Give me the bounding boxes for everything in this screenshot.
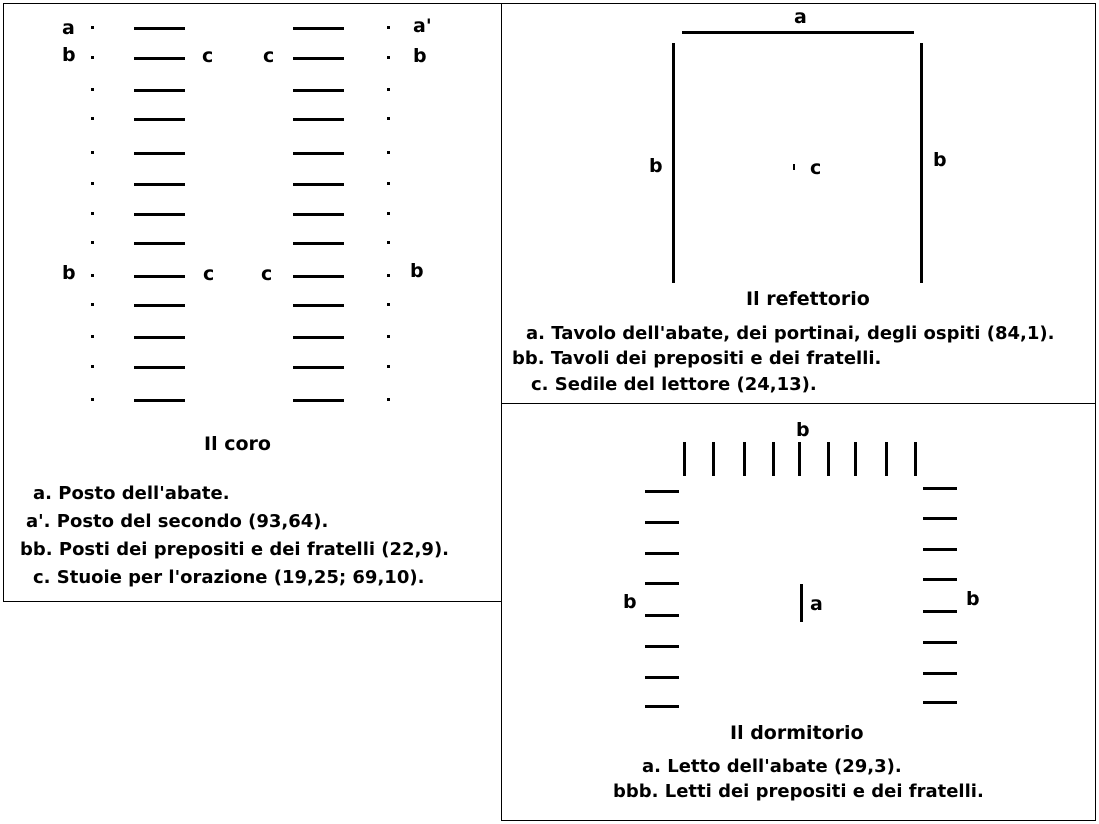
refettorio-label-a: a	[794, 6, 807, 28]
dorm-bed-left-4	[645, 614, 679, 617]
refettorio-label-c: c	[810, 157, 822, 179]
dorm-bed-right-3	[923, 578, 957, 581]
refettorio-legend-1: a. Tavolo dell'abate, dei portinai, degli ospiti (84,1).	[526, 323, 1055, 344]
refettorio-title: Il refettorio	[746, 288, 870, 310]
dorm-bed-left-0	[645, 490, 679, 493]
coro-stall-right-11	[293, 366, 344, 369]
coro-stall-left-2	[134, 89, 185, 92]
dorm-bed-right-4	[923, 610, 957, 613]
coro-dot-left-9	[91, 303, 94, 306]
coro-stall-right-2	[293, 89, 344, 92]
coro-stall-right-1	[293, 57, 344, 60]
reader-seat	[793, 164, 795, 170]
coro-label-c-top-right: c	[263, 45, 275, 67]
coro-legend-3: bb. Posti dei prepositi e dei fratelli (22,9).	[20, 539, 450, 560]
coro-dot-left-12	[91, 398, 94, 401]
coro-stall-left-7	[134, 242, 185, 245]
dorm-bed-top-1	[712, 442, 715, 476]
coro-dot-right-0	[387, 26, 390, 29]
dorm-bed-left-1	[645, 521, 679, 524]
coro-label-b-top-right: b	[413, 45, 427, 67]
coro-dot-right-3	[387, 117, 390, 120]
coro-legend-2: a'. Posto del secondo (93,64).	[26, 511, 329, 532]
dormitorio-label-b-top: b	[796, 419, 810, 441]
coro-stall-left-4	[134, 152, 185, 155]
coro-dot-left-1	[91, 56, 94, 59]
coro-dot-right-5	[387, 182, 390, 185]
dorm-bed-top-7	[885, 442, 888, 476]
left-table	[672, 43, 675, 283]
dormitorio-title: Il dormitorio	[730, 722, 864, 744]
dorm-bed-top-5	[827, 442, 830, 476]
coro-legend-1: a. Posto dell'abate.	[33, 483, 230, 504]
coro-stall-left-10	[134, 336, 185, 339]
coro-dot-right-6	[387, 212, 390, 215]
coro-label-c-mid-left: c	[203, 263, 215, 285]
coro-label-c-top-left: c	[202, 45, 214, 67]
coro-stall-left-6	[134, 213, 185, 216]
coro-stall-right-9	[293, 304, 344, 307]
coro-dot-left-6	[91, 212, 94, 215]
right-table	[920, 43, 923, 283]
dorm-bed-right-0	[923, 487, 957, 490]
dorm-bed-top-8	[914, 442, 917, 476]
dormitorio-panel	[501, 403, 1096, 821]
coro-dot-right-10	[387, 335, 390, 338]
coro-dot-right-1	[387, 56, 390, 59]
coro-dot-right-4	[387, 151, 390, 154]
coro-stall-right-7	[293, 242, 344, 245]
dorm-bed-top-3	[772, 442, 775, 476]
abbot-bed	[800, 584, 803, 622]
coro-stall-right-3	[293, 118, 344, 121]
coro-label-a-prime: a'	[413, 15, 432, 37]
coro-label-b-mid-right: b	[410, 260, 424, 282]
abbot-table	[682, 31, 914, 34]
dorm-bed-right-7	[923, 701, 957, 704]
coro-dot-left-4	[91, 151, 94, 154]
coro-stall-left-9	[134, 304, 185, 307]
dorm-bed-top-0	[683, 442, 686, 476]
coro-dot-left-0	[91, 26, 94, 29]
coro-dot-right-2	[387, 88, 390, 91]
coro-stall-left-5	[134, 183, 185, 186]
dorm-bed-left-5	[645, 645, 679, 648]
refettorio-label-b-right: b	[933, 149, 947, 171]
dorm-bed-top-6	[854, 442, 857, 476]
coro-dot-right-7	[387, 241, 390, 244]
dorm-bed-right-2	[923, 548, 957, 551]
refettorio-legend-2: bb. Tavoli dei prepositi e dei fratelli.	[512, 348, 882, 369]
dormitorio-label-b-right: b	[966, 588, 980, 610]
coro-label-c-mid-right: c	[261, 263, 273, 285]
coro-stall-right-4	[293, 152, 344, 155]
coro-label-b-top-left: b	[62, 44, 76, 66]
coro-stall-left-12	[134, 399, 185, 402]
coro-stall-right-0	[293, 27, 344, 30]
coro-stall-left-3	[134, 118, 185, 121]
coro-dot-right-12	[387, 398, 390, 401]
coro-dot-left-5	[91, 182, 94, 185]
coro-stall-left-11	[134, 366, 185, 369]
coro-stall-left-0	[134, 27, 185, 30]
coro-panel	[3, 3, 502, 602]
coro-stall-left-1	[134, 57, 185, 60]
refettorio-panel	[501, 3, 1096, 404]
dorm-bed-right-5	[923, 641, 957, 644]
dorm-bed-top-2	[743, 442, 746, 476]
coro-dot-left-11	[91, 365, 94, 368]
dorm-bed-left-2	[645, 552, 679, 555]
coro-dot-right-9	[387, 303, 390, 306]
coro-dot-left-7	[91, 241, 94, 244]
coro-label-a: a	[62, 17, 75, 39]
coro-stall-right-12	[293, 399, 344, 402]
dorm-bed-top-4	[798, 442, 801, 476]
coro-dot-left-2	[91, 88, 94, 91]
dormitorio-label-b-left: b	[623, 591, 637, 613]
refettorio-legend-3: c. Sedile del lettore (24,13).	[531, 374, 817, 395]
dorm-bed-left-6	[645, 676, 679, 679]
dormitorio-legend-2: bbb. Letti dei prepositi e dei fratelli.	[613, 781, 984, 802]
dormitorio-label-a: a	[810, 593, 823, 615]
refettorio-label-b-left: b	[649, 155, 663, 177]
coro-dot-right-11	[387, 365, 390, 368]
coro-label-b-mid-left: b	[62, 262, 76, 284]
coro-legend-4: c. Stuoie per l'orazione (19,25; 69,10).	[33, 567, 425, 588]
dorm-bed-left-3	[645, 582, 679, 585]
coro-title: Il coro	[204, 433, 271, 455]
coro-stall-right-6	[293, 213, 344, 216]
coro-dot-right-8	[387, 274, 390, 277]
dormitorio-legend-1: a. Letto dell'abate (29,3).	[642, 756, 902, 777]
coro-stall-right-5	[293, 183, 344, 186]
coro-dot-left-10	[91, 335, 94, 338]
coro-stall-right-8	[293, 275, 344, 278]
coro-dot-left-8	[91, 274, 94, 277]
coro-dot-left-3	[91, 117, 94, 120]
dorm-bed-left-7	[645, 705, 679, 708]
dorm-bed-right-1	[923, 517, 957, 520]
coro-stall-left-8	[134, 275, 185, 278]
coro-stall-right-10	[293, 336, 344, 339]
dorm-bed-right-6	[923, 672, 957, 675]
